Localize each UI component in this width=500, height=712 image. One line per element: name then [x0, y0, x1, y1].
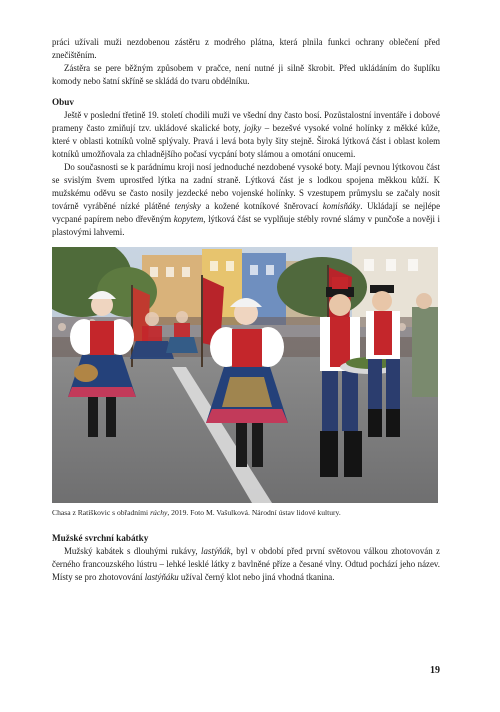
intro-paragraph-2: Zástěra se pere běžným způsobem v pračce, není nutné ji silně škrobit. Před ukládáním do šuplíku komody nebo šatní skříně se skládá do tvaru obdélníku. — [52, 63, 440, 86]
obuv-paragraph-2: Do současnosti se k parádnímu kroji nosí jednoduché nezdobené vysoké boty. Mají pevnou lýtkovou část se svislým švem uprostřed lýtka na zadní straně. Lýtková část je s lodkou spojena měkkou kůží. K mužskému oděvu se často nosily jezdecké nebo vojenské holínky. S vzestupem průmyslu se začaly nosit továrně vyráběné nízké plátěné tenýsky a kožené kotníkové šněrovací komisňáky. Ukládají se nejlépe vycpané papírem nebo dřevěným kopytem, lýtková část se vyplňuje stébly rovné slámy v punčoše a nověji i plastovými lahvemi. — [52, 162, 441, 237]
section-heading-kabatky: Mužské svrchní kabátky — [52, 533, 149, 543]
photo-caption: Chasa z Ratíškovic s obřadními rúchy, 2019. Foto M. Vašulková. Národní ústav lidové kultury. — [52, 508, 341, 517]
section-heading-obuv: Obuv — [52, 97, 74, 107]
obuv-paragraph-1: Ještě v poslední třetině 19. století chodili muži ve všední dny často bosí. Pozůstalostní inventáře i dobové prameny často zmiňují tzv. ukládové skalické boty, jojky – bezešvé vysoké volné holínky z měkké kůže, které v oblasti kotníků volně splývaly. Pravá i levá bota byly šity stejně. Široká lýtková část i oblast kolem kotníků umožňovala za chladnějšího počasí vycpání boty slámou a omotání onucemi. — [52, 110, 440, 159]
kabatky-paragraph-1: Mužský kabátek s dlouhými rukávy, lastýňák, byl v období před první světovou válkou zhotovován z černého francouzského lústru – lehké lesklé látky z bavlněné příze a česané vlny. Odtud pochází jeho název. Místy se pro zhotovování lastýňáku užíval černý klot nebo jiná vhodná tkanina. — [52, 546, 440, 582]
procession-photo-illustration — [52, 247, 438, 503]
page-body — [52, 36, 440, 584]
page-number: 19 — [430, 665, 440, 676]
intro-paragraph-1: práci užívali muži nezdobenou zástěru z modrého plátna, která plnila funkci ochrany oblečení před znečištěním. — [52, 37, 440, 60]
folk-costume-photo — [52, 247, 438, 503]
